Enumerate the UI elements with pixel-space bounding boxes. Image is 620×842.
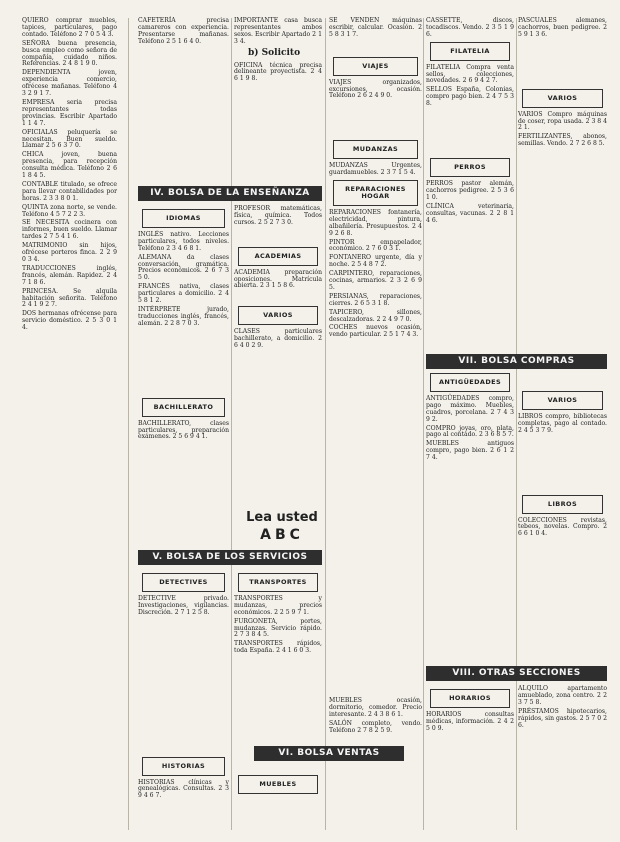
- ad-text: CONTABLE titulado, se ofrece para llevar contabilidades por horas. 2 3 3 8 0 1.: [22, 180, 117, 202]
- section-box-varios: VARIOS: [238, 306, 318, 325]
- section-box-horarios: HORARIOS: [430, 689, 510, 708]
- ad-text: FILATELIA Compra venta sellos, colecciones, novedades. 2 6 9 4 2 7.: [426, 63, 514, 85]
- column-2-lower: [138, 206, 229, 443]
- column-6: [518, 18, 607, 150]
- ad-text: MUEBLES antiguos compro, pago bien. 2 6 1 2 7 4.: [426, 440, 514, 462]
- section-box-academias: ACADEMIAS: [238, 247, 318, 266]
- ad-text: CLASES particulares bachillerato, a domicilio. 2 6 4 0 2 9.: [234, 328, 322, 350]
- ad-text: TRANSPORTES y mudanzas, precios económicos. 2 2 5 9 7 1.: [234, 594, 322, 616]
- column-2-services: [138, 570, 229, 802]
- ad-text: OFICINA técnica precisa delineante proyectista. 2 4 6 1 9 8.: [234, 61, 322, 83]
- section-box-perros: PERROS: [430, 158, 510, 177]
- ad-text: DETECTIVE privado. Investigaciones, vigilancias. Discreción. 2 7 1 2 5 8.: [138, 594, 229, 616]
- ad-text: REPARACIONES fontanería, electricidad, pintura, albañilería. Presupuestos. 2 4 9 2 6 8.: [329, 208, 422, 237]
- column-5-lower: [426, 370, 514, 464]
- section-banner-vii: VII. BOLSA COMPRAS: [426, 354, 607, 369]
- ad-text: HISTORIAS clínicas y genealógicas. Consultas. 2 3 9 4 6 7.: [138, 778, 229, 800]
- ad-text: PINTOR empapelador, económico. 2 7 6 0 3 1.: [329, 238, 422, 253]
- ad-text: MUDANZAS Urgentes, guardamuebles. 2 3 7 1 5 4.: [329, 162, 422, 177]
- section-box-varios: VARIOS: [522, 391, 603, 410]
- column-divider: [231, 18, 232, 830]
- section-box-mudanzas: MUDANZAS: [333, 140, 418, 159]
- section-box-antiguedades: ANTIGÜEDADES: [430, 373, 510, 392]
- ad-text: DEPENDIENTA joven, experiencia comercio, ofrécese mañanas. Teléfono 4 3 2 9 1 7.: [22, 69, 117, 98]
- ad-text: DOS hermanas ofrécense para servicio doméstico. 2 5 3 0 1 4.: [22, 310, 117, 332]
- ad-text: ANTIGÜEDADES compro, pago máximo. Muebles, cuadros, porcelana. 2 7 4 3 9 2.: [426, 394, 514, 423]
- column-divider: [128, 18, 129, 830]
- column-3-services: [234, 570, 322, 657]
- ad-text: FERTILIZANTES, abonos, semillas. Vendo. 2 7 2 6 8 5.: [518, 133, 607, 148]
- ad-text: MUEBLES ocasión, dormitorio, comedor. Precio interesante. 2 4 3 8 6 1.: [329, 697, 422, 718]
- ad-text: FONTANERO urgente, día y noche. 2 5 4 8 7 2.: [329, 254, 422, 269]
- column-5-bottom: [426, 686, 514, 735]
- promo-line-1: Lea usted: [246, 510, 318, 525]
- section-box-muebles: MUEBLES: [238, 775, 318, 794]
- column-4-lower: [329, 698, 422, 737]
- column-6-lower: [518, 388, 607, 540]
- ad-text: IMPORTANTE casa busca representantes ambos sexos. Escribir Apartado 2 1 3 4.: [234, 17, 322, 45]
- section-banner-iv: IV. BOLSA DE LA ENSEÑANZA: [138, 186, 322, 201]
- section-banner-vi: VI. BOLSA VENTAS: [254, 746, 404, 761]
- ad-text: CARPINTERO, reparaciones, cocinas, armarios. 2 3 2 6 9 5.: [329, 270, 422, 291]
- ad-text: PRINCESA. Se alquila habitación señorita. Teléfono 2 4 1 9 2 7.: [22, 287, 117, 309]
- ad-text: CLÍNICA veterinaria, consultas, vacunas. 2 2 8 1 4 6.: [426, 202, 514, 224]
- ad-text: CHICA joven, buena presencia, para recepción consulta médica. Teléfono 2 6 1 8 4 5.: [22, 151, 117, 180]
- column-4-muebles: [234, 772, 322, 798]
- section-box-transportes: TRANSPORTES: [238, 573, 318, 592]
- ad-text: SE VENDEN máquinas escribir, calcular. Ocasión. 2 5 8 3 1 7.: [329, 17, 422, 38]
- section-box-varios: VARIOS: [522, 89, 603, 108]
- promo-line-2: ABC: [260, 527, 304, 543]
- ad-text: COCHES nuevos ocasión, vendo particular. 2 5 1 7 4 3.: [329, 324, 422, 339]
- ad-text: VIAJES organizados, excursiones, ocasión. Teléfono 2 6 2 4 9 0.: [329, 78, 422, 100]
- subsection-heading: b) Solicito: [248, 47, 301, 58]
- column-1: [22, 18, 117, 334]
- column-2: [138, 18, 229, 48]
- ad-text: CAFETERÍA precisa camareros con experiencia. Presentarse mañanas. Teléfono 2 5 1 6 4 0.: [138, 17, 229, 45]
- promo-ad: [244, 510, 320, 546]
- column-divider: [325, 18, 326, 830]
- column-divider: [516, 18, 517, 830]
- classifieds-page: [22, 18, 607, 830]
- ad-text: HORARIOS consultas médicas, información. 2 4 2 5 0 9.: [426, 710, 514, 732]
- ad-text: FURGONETA, portes, mudanzas. Servicio rápido. 2 7 3 8 4 5.: [234, 617, 322, 639]
- ad-text: PROFESOR matemáticas, física, química. Todos cursos. 2 5 2 7 3 0.: [234, 205, 322, 226]
- ad-text: PASCUALES alemanes, cachorros, buen pedigree. 2 5 9 1 3 6.: [518, 17, 607, 38]
- column-6-bottom: [518, 686, 607, 731]
- ad-text: TAPICERO, sillones, descalzadoras. 2 2 4 9 7 0.: [329, 308, 422, 323]
- column-3-lower: [234, 206, 322, 352]
- column-divider: [423, 18, 424, 830]
- ad-text: ALQUILO apartamento amueblado, zona centro. 2 2 3 7 5 8.: [518, 685, 607, 706]
- section-box-filatelia: FILATELIA: [430, 42, 510, 61]
- ad-text: INGLÉS nativo. Lecciones particulares, todos niveles. Teléfono 2 3 4 6 8 1.: [138, 230, 229, 252]
- ad-text: LIBROS compro, bibliotecas completas, pago al contado. 2 4 5 3 7 9.: [518, 412, 607, 434]
- section-box-viajes: VIAJES: [333, 57, 418, 76]
- section-box-idiomas: IDIOMAS: [142, 209, 225, 228]
- ad-text: PERSIANAS, reparaciones, cierres. 2 6 5 3 1 8.: [329, 292, 422, 307]
- ad-text: COLECCIONES revistas, tebeos, novelas. Compro. 2 6 6 1 0 4.: [518, 516, 607, 538]
- ad-text: CASSETTE, discos, tocadiscos. Vendo. 2 3 5 1 9 6.: [426, 17, 514, 38]
- column-3: [234, 18, 322, 85]
- column-5: [426, 18, 514, 226]
- ad-text: EMPRESA seria precisa representantes todas provincias. Escribir Apartado 1 1 4 7.: [22, 98, 117, 127]
- ad-text: PERROS pastor alemán, cachorros pedigree. 2 5 3 6 1 0.: [426, 179, 514, 201]
- ad-text: COMPRO joyas, oro, plata, pago al contado. 2 3 6 8 5 7.: [426, 424, 514, 439]
- section-box-historias: HISTORIAS: [142, 757, 225, 776]
- ad-text: INTÉRPRETE jurado, traducciones inglés, francés, alemán. 2 2 8 7 0 3.: [138, 305, 229, 327]
- section-box-reparaciones: REPARACIONES HOGAR: [333, 180, 418, 206]
- ad-text: SALÓN completo, vendo. Teléfono 2 7 8 2 5 9.: [329, 719, 422, 734]
- ad-text: FRANCÉS nativa, clases particulares a domicilio. 2 4 5 8 1 2.: [138, 283, 229, 305]
- ad-text: QUINTA zona norte, se vende. Teléfono 4 5 7 2 2 3.: [22, 203, 117, 218]
- section-box-detectives: DETECTIVES: [142, 573, 225, 592]
- ad-text: ALEMANA da clases conversación, gramática. Precios económicos. 2 6 7 3 5 0.: [138, 253, 229, 282]
- ad-text: ACADEMIA preparación oposiciones. Matrícula abierta. 2 3 1 5 8 6.: [234, 268, 322, 290]
- ad-text: QUIERO comprar muebles, tapices, particulares, pago contado. Teléfono 2 7 0 5 4 3.: [22, 17, 117, 38]
- column-4: [329, 18, 422, 341]
- ad-text: OFICIALAS peluquería se necesitan. Buen sueldo. Llamar 2 5 6 3 7 0.: [22, 128, 117, 150]
- section-banner-viii: VIII. OTRAS SECCIONES: [426, 666, 607, 681]
- ad-text: SELLOS España, Colonias, compro pago bien. 2 4 7 5 3 8.: [426, 86, 514, 108]
- ad-text: VARIOS Compro máquinas de coser, ropa usada. 2 3 8 4 2 1.: [518, 110, 607, 132]
- ad-text: PRÉSTAMOS hipotecarios, rápidos, sin gastos. 2 5 7 0 2 6.: [518, 707, 607, 729]
- section-box-libros: LIBROS: [522, 495, 603, 514]
- ad-text: TRADUCCIONES inglés, francés, alemán. Rapidez. 2 4 7 1 8 6.: [22, 264, 117, 286]
- ad-text: TRANSPORTES rápidos, toda España. 2 4 1 6 0 3.: [234, 640, 322, 655]
- section-box-bachillerato: BACHILLERATO: [142, 398, 225, 417]
- ad-text: BACHILLERATO, clases particulares, preparación exámenes. 2 5 6 9 4 1.: [138, 419, 229, 441]
- ad-text: SEÑORA buena presencia, busca empleo como señora de compañía, cuidado niños. Referencias. 2 4 8 1 9 0.: [22, 39, 117, 68]
- section-banner-v: V. BOLSA DE LOS SERVICIOS: [138, 550, 322, 565]
- ad-text: SE NECESITA cocinera con informes, buen sueldo. Llamar tardes 2 7 5 4 1 6.: [22, 219, 117, 241]
- ad-text: MATRIMONIO sin hijos, ofrécese porteros finca. 2 2 9 0 3 4.: [22, 242, 117, 263]
